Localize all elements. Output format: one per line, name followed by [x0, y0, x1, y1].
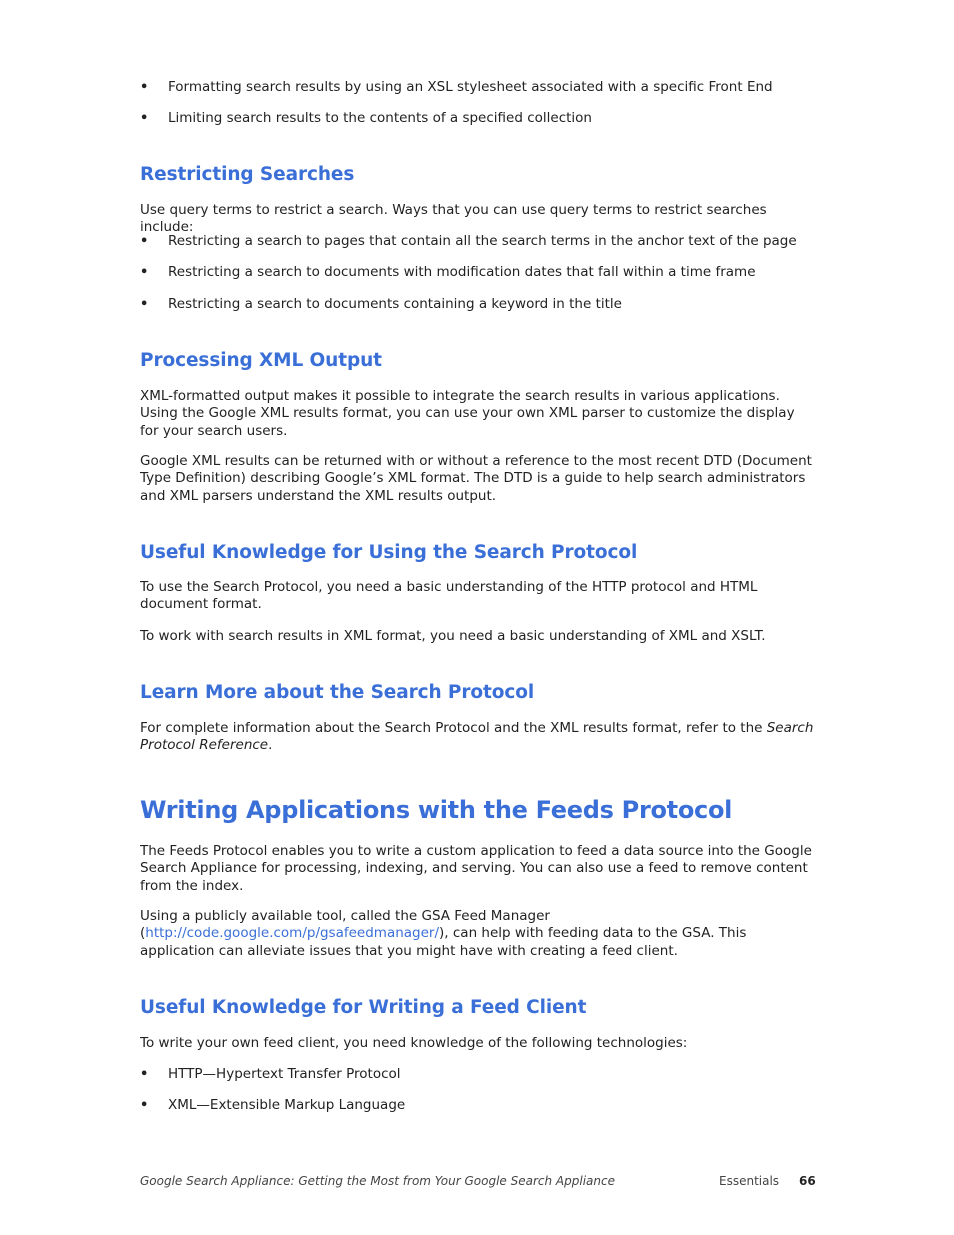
useful-search-paragraph-2: To work with search results in XML format, you need a basic understanding of XML and XSLT. — [140, 628, 766, 644]
list-item-text: Restricting a search to documents with modification dates that fall within a time frame — [168, 264, 756, 280]
section-heading-useful-knowledge-search: Useful Knowledge for Using the Search Protocol — [140, 542, 638, 563]
list-item-text: Limiting search results to the contents of a specified collection — [168, 110, 592, 126]
footer-page-number: 66 — [799, 1174, 816, 1188]
section-heading-processing-xml-output: Processing XML Output — [140, 350, 382, 371]
feeds-paragraph-2-text: Using a publicly available tool, called the GSA Feed Manager ( — [140, 908, 550, 942]
section-heading-restricting-searches: Restricting Searches — [140, 164, 355, 185]
bullet-icon: • — [140, 234, 149, 249]
bullet-icon: • — [140, 265, 149, 280]
list-item-text: Restricting a search to pages that contain all the search terms in the anchor text of the page — [168, 233, 797, 249]
feeds-paragraph-1: The Feeds Protocol enables you to write a custom application to feed a data source into the Google Search Appliance for processing, indexing, and serving. You can also use a feed to remove content from the index. — [140, 843, 812, 894]
bullet-icon: • — [140, 80, 149, 95]
reference-title: Search Protocol Reference — [140, 720, 814, 754]
list-item-text: Restricting a search to documents containing a keyword in the title — [168, 296, 622, 312]
footer-section-name: Essentials — [719, 1174, 780, 1188]
useful-search-paragraph-1: To use the Search Protocol, you need a basic understanding of the HTTP protocol and HTML document format. — [140, 579, 758, 613]
section-heading-feed-client: Useful Knowledge for Writing a Feed Client — [140, 997, 587, 1018]
list-item-text: XML—Extensible Markup Language — [168, 1097, 406, 1113]
learn-more-text: For complete information about the Search Protocol and the XML results format, refer to the — [140, 720, 767, 736]
footer-document-title: Google Search Appliance: Getting the Most from Your Google Search Appliance — [140, 1174, 615, 1188]
bullet-icon: • — [140, 1067, 149, 1082]
restricting-intro: Use query terms to restrict a search. Ways that you can use query terms to restrict searches include: — [140, 202, 767, 236]
gsa-feed-manager-link[interactable]: http://code.google.com/p/gsafeedmanager/ — [145, 925, 440, 942]
chapter-heading-feeds-protocol: Writing Applications with the Feeds Protocol — [140, 796, 733, 824]
learn-more-text-end: . — [268, 737, 273, 754]
bullet-icon: • — [140, 297, 149, 312]
feed-client-intro: To write your own feed client, you need knowledge of the following technologies: — [140, 1035, 688, 1051]
feeds-paragraph-2 — [140, 908, 816, 960]
bullet-icon: • — [140, 111, 149, 126]
section-heading-learn-more: Learn More about the Search Protocol — [140, 682, 535, 703]
xml-output-paragraph-1: XML-formatted output makes it possible to integrate the search results in various applications. Using the Google XML results format, you can use your own XML parser to customize the display for your search users. — [140, 388, 795, 439]
feeds-paragraph-2-text-end: ), can help with feeding data to the GSA. This application can alleviate issues that you might have with creating a feed client. — [140, 925, 747, 959]
xml-output-paragraph-2: Google XML results can be returned with or without a reference to the most recent DTD (Document Type Definition) describing Google’s XML format. The DTD is a guide to help search administrators and XML parsers understand the XML results output. — [140, 453, 812, 504]
list-item-text: Formatting search results by using an XSL stylesheet associated with a specific Front End — [168, 79, 773, 95]
list-item-text: HTTP—Hypertext Transfer Protocol — [168, 1066, 401, 1082]
bullet-icon: • — [140, 1098, 149, 1113]
learn-more-paragraph — [140, 720, 816, 755]
